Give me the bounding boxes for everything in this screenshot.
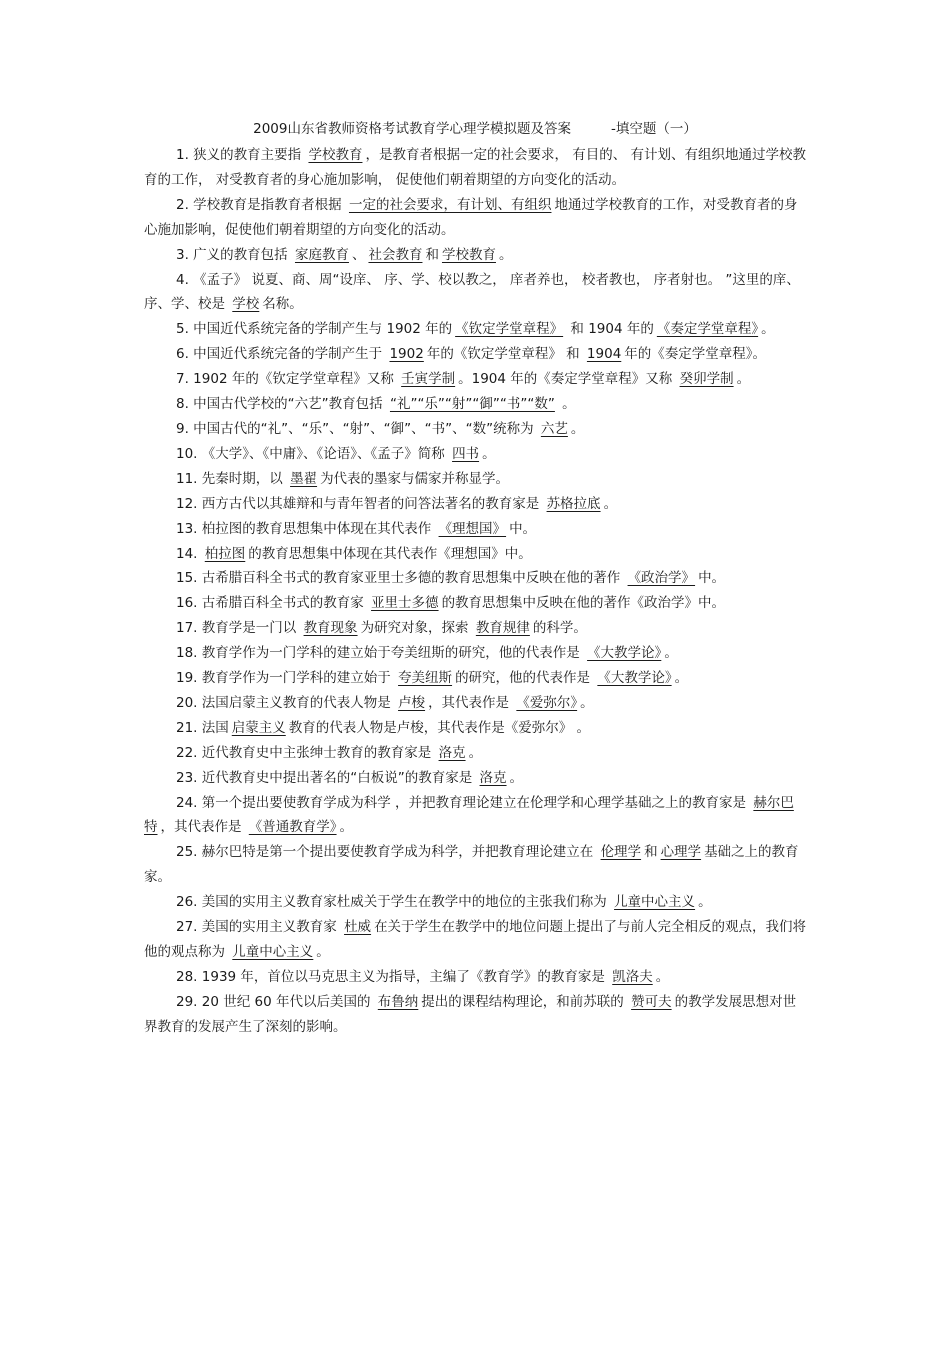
answer-blank: 社会教育 (368, 246, 423, 263)
question-text: ，其代表作是 (428, 694, 514, 711)
question-text: 。 (557, 396, 576, 413)
question-item (144, 442, 809, 467)
answer-blank: 洛克 (479, 769, 507, 786)
answer-blank: 家庭教育 (294, 246, 349, 263)
question-text: 。 (664, 645, 678, 662)
question-text: 西方古代以其雄辩和与青年智者的问答法著名的教育家是 (201, 495, 544, 512)
question-number: 2. (176, 196, 194, 213)
question-text: 为代表的墨家与儒家并称显学。 (320, 470, 510, 487)
answer-blank: “礼”“乐”“射”“御”“书”“数” (389, 396, 555, 413)
question-text: 年的《钦定学堂章程》 和 (426, 346, 584, 363)
question-number: 19. (176, 670, 202, 687)
question-text: 中国古代的“礼”、“乐”、“射”、“御”、“书”、“数”统称为 (193, 420, 538, 437)
question-text: 《大学》、《中庸》、《论语》、《孟子》简称 (201, 445, 450, 462)
question-text: 名称。 (262, 296, 303, 313)
question-item (144, 890, 809, 915)
question-text: 教育的代表人物是卢梭，其代表作是《爱弥尔》 。 (288, 719, 591, 736)
answer-blank: 1902 (389, 346, 424, 363)
question-text: 法国 (201, 719, 229, 736)
question-number: 13. (176, 520, 202, 537)
question-number: 3. (176, 246, 194, 263)
question-text: 的科学。 (532, 620, 587, 637)
answer-blank: 卢梭 (398, 694, 426, 711)
question-text: 。 (761, 321, 775, 338)
question-item (144, 791, 809, 841)
question-text: 和 1904 年的 (566, 321, 654, 338)
question-item (144, 542, 809, 567)
question-text: 。 (655, 968, 670, 985)
question-text: 。 (482, 445, 496, 462)
question-text: 和 (425, 246, 439, 263)
question-text: 。 (468, 744, 483, 761)
question-number: 10. (176, 445, 202, 462)
answer-blank: 《奏定学堂章程》 (656, 321, 759, 338)
question-list (144, 143, 809, 1040)
answer-blank: 苏格拉底 (546, 495, 601, 512)
question-text: 学校教育是指教育者根据 (193, 196, 346, 213)
question-item (144, 766, 809, 791)
question-item (144, 741, 809, 766)
question-text: 。 (674, 670, 689, 687)
question-text: 中国近代系统完备的学制产生于 (193, 346, 387, 363)
question-text: 法国启蒙主义教育的代表人物是 (201, 694, 396, 711)
answer-blank: 壬寅学制 (401, 371, 456, 388)
question-item (144, 716, 809, 741)
question-number: 22. (176, 744, 202, 761)
question-item (144, 392, 809, 417)
question-item (144, 243, 809, 268)
question-item (144, 965, 809, 990)
title-suffix: -填空题（一） (610, 121, 697, 137)
question-item (144, 666, 809, 691)
question-item (144, 915, 809, 965)
question-text: ，是教育者根据一定的社会要求， 有目的、 有计划、有组织地通过学校教育的工作， 对受教育者的身心施加影响， 促使他们朝着期望的方向变化的活动。 (144, 147, 807, 188)
answer-blank: 心理学 (660, 844, 702, 861)
question-item (144, 367, 809, 392)
question-item (144, 467, 809, 492)
question-text: 《孟子》 说夏、商、周“设庠、 序、学、校以教之， 庠者养也， 校者教也， 序者射也。 ”这里的庠、序、学、校是 (144, 271, 800, 313)
answer-blank: 学校教育 (308, 147, 363, 163)
question-text: 年的《奏定学堂章程》。 (624, 346, 767, 363)
question-item (144, 641, 809, 666)
question-number: 6. (176, 346, 194, 363)
answer-blank: 六艺 (540, 420, 568, 437)
question-text: 的教育思想集中反映在他的著作《政治学》中。 (441, 595, 726, 612)
answer-blank: 《大教学论》 (597, 670, 672, 687)
answer-blank: 赞可夫 (631, 993, 672, 1010)
answer-blank: 《钦定学堂章程》 (455, 321, 564, 338)
answer-blank: 《爱弥尔》 (516, 694, 578, 711)
question-item (144, 317, 809, 342)
answer-blank: 一定的社会要求，有计划、有组织 (348, 196, 552, 213)
question-number: 29. (176, 993, 202, 1010)
answer-blank: 教育现象 (303, 620, 358, 637)
question-text: 狭义的教育主要指 (193, 147, 306, 163)
document-title (0, 120, 950, 138)
answer-blank: 癸卯学制 (679, 371, 734, 388)
question-number: 17. (176, 620, 202, 637)
question-text: 古希腊百科全书式的教育家 (201, 595, 369, 612)
answer-blank: 四书 (452, 445, 480, 462)
question-text: 。1904 年的《奏定学堂章程》又称 (458, 371, 677, 388)
question-item (144, 990, 809, 1040)
question-text: 柏拉图的教育思想集中体现在其代表作 (201, 520, 436, 537)
answer-blank: 学校教育 (441, 246, 496, 263)
question-text: 地通过学校教育的工作，对受教育者的身心施加影响，促使他们朝着期望的方向变化的活动。 (144, 196, 798, 238)
answer-blank: 《理想国》 (438, 520, 507, 537)
question-text: 赫尔巴特是第一个提出要使教育学成为科学，并把教育理论建立在 (201, 844, 598, 861)
question-item (144, 193, 809, 243)
question-text: 中国近代系统完备的学制产生与 1902 年的 (193, 321, 453, 338)
answer-blank: 儿童中心主义 (232, 944, 314, 960)
question-text: 美国的实用主义教育家 (201, 919, 342, 936)
answer-blank: 亚里士多德 (371, 595, 439, 612)
question-text: 。 (736, 371, 751, 388)
answer-blank: 柏拉图 (204, 545, 246, 562)
question-item (144, 566, 809, 591)
answer-blank: 伦理学 (600, 844, 642, 861)
question-number: 8. (176, 396, 194, 413)
question-number: 4. (176, 271, 194, 288)
question-number: 5. (176, 321, 194, 338)
question-text: 1902 年的《钦定学堂章程》又称 (193, 371, 399, 388)
question-text: 近代教育史中提出著名的“白板说”的教育家是 (201, 769, 477, 786)
question-text: 。 (580, 694, 594, 711)
question-text: 的教学发展思想对世界教育的发展产生了深刻的影响。 (144, 993, 797, 1035)
question-number: 12. (176, 495, 202, 512)
question-item (144, 342, 809, 367)
question-item (144, 840, 809, 890)
answer-blank: 杜威 (344, 919, 372, 936)
question-text: 教育学作为一门学科的建立始于 (201, 670, 396, 687)
question-number: 9. (176, 420, 194, 437)
answer-blank: 儿童中心主义 (614, 894, 696, 911)
question-text: 在关于学生在教学中的地位问题上提出了与前人完全相反的观点，我们将他的观点称为 (144, 919, 807, 960)
question-item (144, 616, 809, 641)
answer-blank: 《政治学》 (627, 570, 696, 587)
question-item (144, 268, 809, 318)
question-text: 。 (698, 894, 712, 911)
question-text: 1939 年，首位以马克思主义为指导，主编了《教育学》的教育家是 (201, 968, 610, 985)
question-number: 25. (176, 844, 202, 861)
question-text: 先秦时期，以 (201, 470, 288, 487)
question-text: 基础之上的教育家。 (144, 844, 799, 886)
question-text: 的教育思想集中体现在其代表作《理想国》中。 (248, 545, 532, 562)
answer-blank: 学校 (232, 296, 260, 313)
question-text: 。 (603, 495, 618, 512)
question-text: 20 世纪 60 年代以后美国的 (201, 993, 375, 1010)
answer-blank: 教育规律 (475, 620, 530, 637)
question-number: 23. (176, 769, 202, 786)
answer-blank: 《大教学论》 (587, 645, 662, 662)
question-number: 1. (176, 147, 194, 163)
question-number: 11. (176, 470, 202, 487)
question-number: 26. (176, 894, 202, 911)
question-text: 。 (570, 420, 585, 437)
question-text: 美国的实用主义教育家杜威关于学生在教学中的地位的主张我们称为 (201, 894, 612, 911)
question-number: 18. (176, 645, 202, 662)
question-text: 教育学作为一门学科的建立始于夸美纽斯的研究，他的代表作是 (201, 645, 585, 662)
question-number: 27. (176, 919, 202, 936)
answer-blank: 夸美纽斯 (398, 670, 453, 687)
question-text: 提出的课程结构理论，和前苏联的 (421, 993, 629, 1010)
question-text: 。 (339, 819, 354, 836)
question-text: 。 (509, 769, 524, 786)
question-text: 广义的教育包括 (193, 246, 292, 263)
question-text: 、 (351, 246, 366, 263)
question-text: 中。 (509, 520, 537, 537)
question-text: 为研究对象，探索 (360, 620, 473, 637)
answer-blank: 凯洛夫 (612, 968, 653, 985)
question-number: 15. (176, 570, 202, 587)
question-item (144, 591, 809, 616)
question-text: 的研究，他的代表作是 (455, 670, 595, 687)
question-item (144, 143, 809, 193)
question-number: 16. (176, 595, 202, 612)
question-text: 近代教育史中主张绅士教育的教育家是 (201, 744, 436, 761)
answer-blank: 1904 (586, 346, 622, 363)
question-item (144, 691, 809, 716)
question-number: 7. (176, 371, 194, 388)
question-number: 14. (176, 545, 202, 562)
question-text: 古希腊百科全书式的教育家亚里士多德的教育思想集中反映在他的著作 (201, 570, 625, 587)
question-number: 24. (176, 794, 202, 811)
question-number: 28. (176, 968, 202, 985)
question-text: 中。 (698, 570, 726, 587)
question-text: 第一个提出要使教育学成为科学 ，并把教育理论建立在伦理学和心理学基础之上的教育家是 (201, 794, 751, 811)
answer-blank: 启蒙主义 (231, 719, 286, 736)
question-text: ，其代表作是 (160, 819, 246, 836)
question-item (144, 517, 809, 542)
answer-blank: 赫尔巴特 (144, 794, 794, 836)
answer-blank: 墨翟 (290, 470, 318, 487)
question-text: 中国古代学校的“六艺”教育包括 (193, 396, 387, 413)
question-text: 。 (498, 246, 513, 263)
question-text: 和 (644, 844, 658, 861)
question-text: 。 (316, 944, 330, 960)
question-item (144, 492, 809, 517)
title-main: 2009山东省教师资格考试教育学心理学模拟题及答案 (253, 121, 571, 137)
answer-blank: 《普通教育学》 (248, 819, 337, 836)
answer-blank: 布鲁纳 (377, 993, 419, 1010)
question-text: 教育学是一门以 (201, 620, 301, 637)
question-number: 21. (176, 719, 202, 736)
question-number: 20. (176, 694, 202, 711)
question-item (144, 417, 809, 442)
answer-blank: 洛克 (438, 744, 466, 761)
